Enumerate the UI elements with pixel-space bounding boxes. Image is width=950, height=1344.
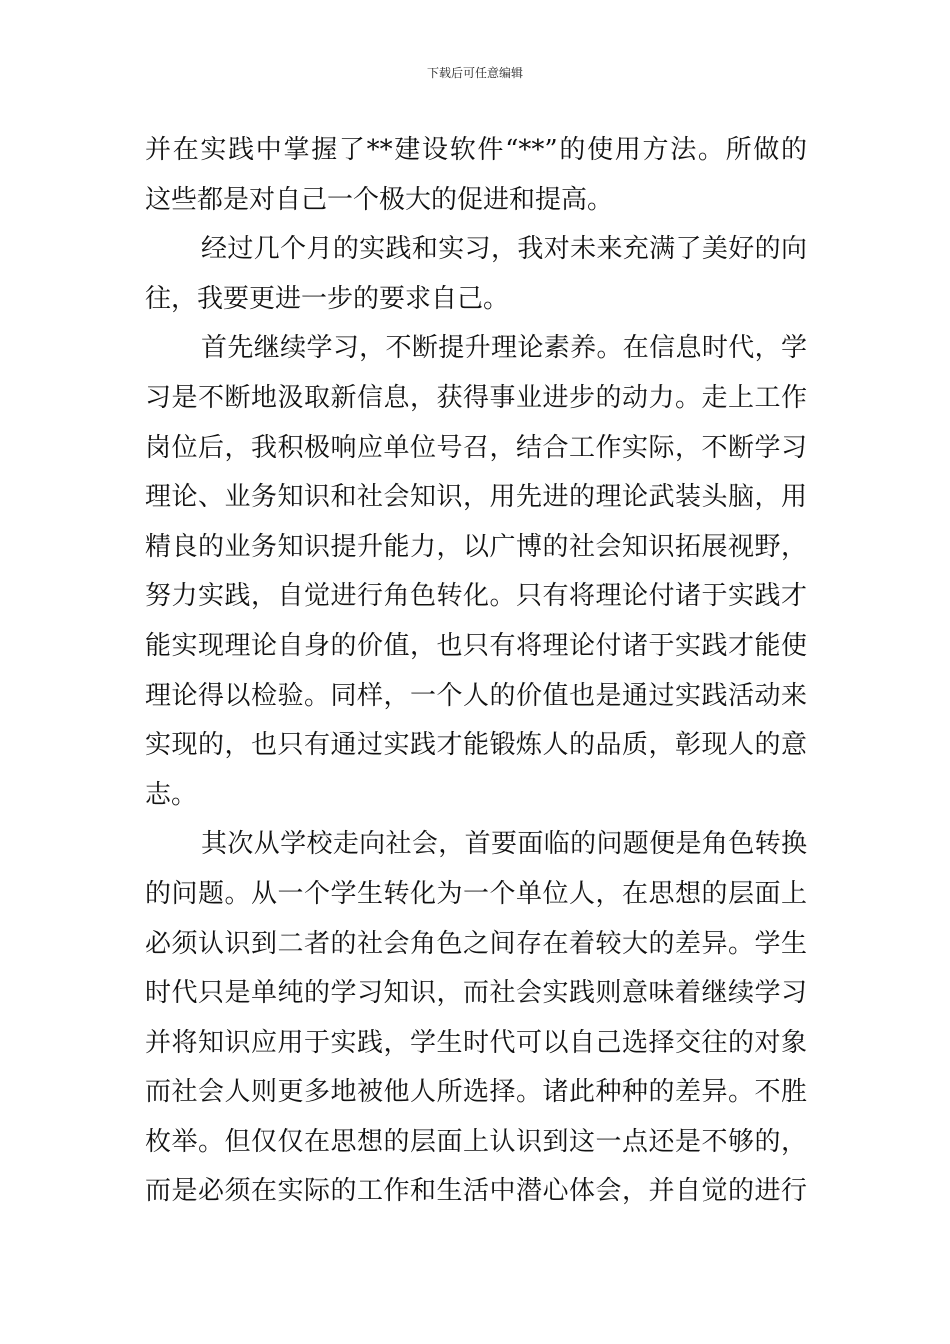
text-line: 经过几个月的实践和实习，我对未来充满了美好的向 [201,234,807,265]
page-header: 下载后可任意编辑 [426,66,523,80]
paragraph [145,225,807,324]
text-line: 这些都是对自己一个极大的促进和提高。 [145,184,614,215]
paragraph [145,126,807,225]
paragraph [145,820,807,1217]
text-line: 并在实践中掌握了**建设软件“**”的使用方法。所做的 [145,135,807,165]
text-line: 并将知识应用于实践，学生时代可以自己选择交往的对象 [145,1027,807,1058]
text-line: 枚举。但仅仅在思想的层面上认识到这一点还是不够的， [145,1126,807,1157]
text-line: 必须认识到二者的社会角色之间存在着较大的差异。学生 [145,928,807,959]
text-line: 实现的，也只有通过实践才能锻炼人的品质，彰现人的意 [145,730,807,761]
text-line: 而是必须在实际的工作和生活中潜心体会，并自觉的进行 [145,1176,807,1207]
text-line: 的问题。从一个学生转化为一个单位人，在思想的层面上 [145,878,807,909]
document-body [145,126,807,1217]
text-line: 岗位后，我积极响应单位号召，结合工作实际，不断学习 [145,432,807,463]
text-line: 习是不断地汲取新信息，获得事业进步的动力。走上工作 [145,382,807,413]
paragraph [145,324,807,820]
text-line: 时代只是单纯的学习知识，而社会实践则意味着继续学习 [145,978,807,1009]
text-line: 理论、业务知识和社会知识，用先进的理论武装头脑，用 [145,482,807,513]
text-line: 能实现理论自身的价值，也只有将理论付诸于实践才能使 [145,630,807,661]
text-line: 而社会人则更多地被他人所选择。诸此种种的差异。不胜 [145,1077,807,1108]
text-line: 首先继续学习，不断提升理论素养。在信息时代，学 [201,333,807,364]
text-line: 其次从学校走向社会，首要面临的问题便是角色转换 [201,829,807,860]
text-line: 理论得以检验。同样，一个人的价值也是通过实践活动来 [145,680,807,711]
text-line: 往，我要更进一步的要求自己。 [145,283,510,314]
text-line: 志。 [145,779,198,810]
text-line: 精良的业务知识提升能力，以广博的社会知识拓展视野， [145,531,807,562]
text-line: 努力实践，自觉进行角色转化。只有将理论付诸于实践才 [145,581,807,612]
